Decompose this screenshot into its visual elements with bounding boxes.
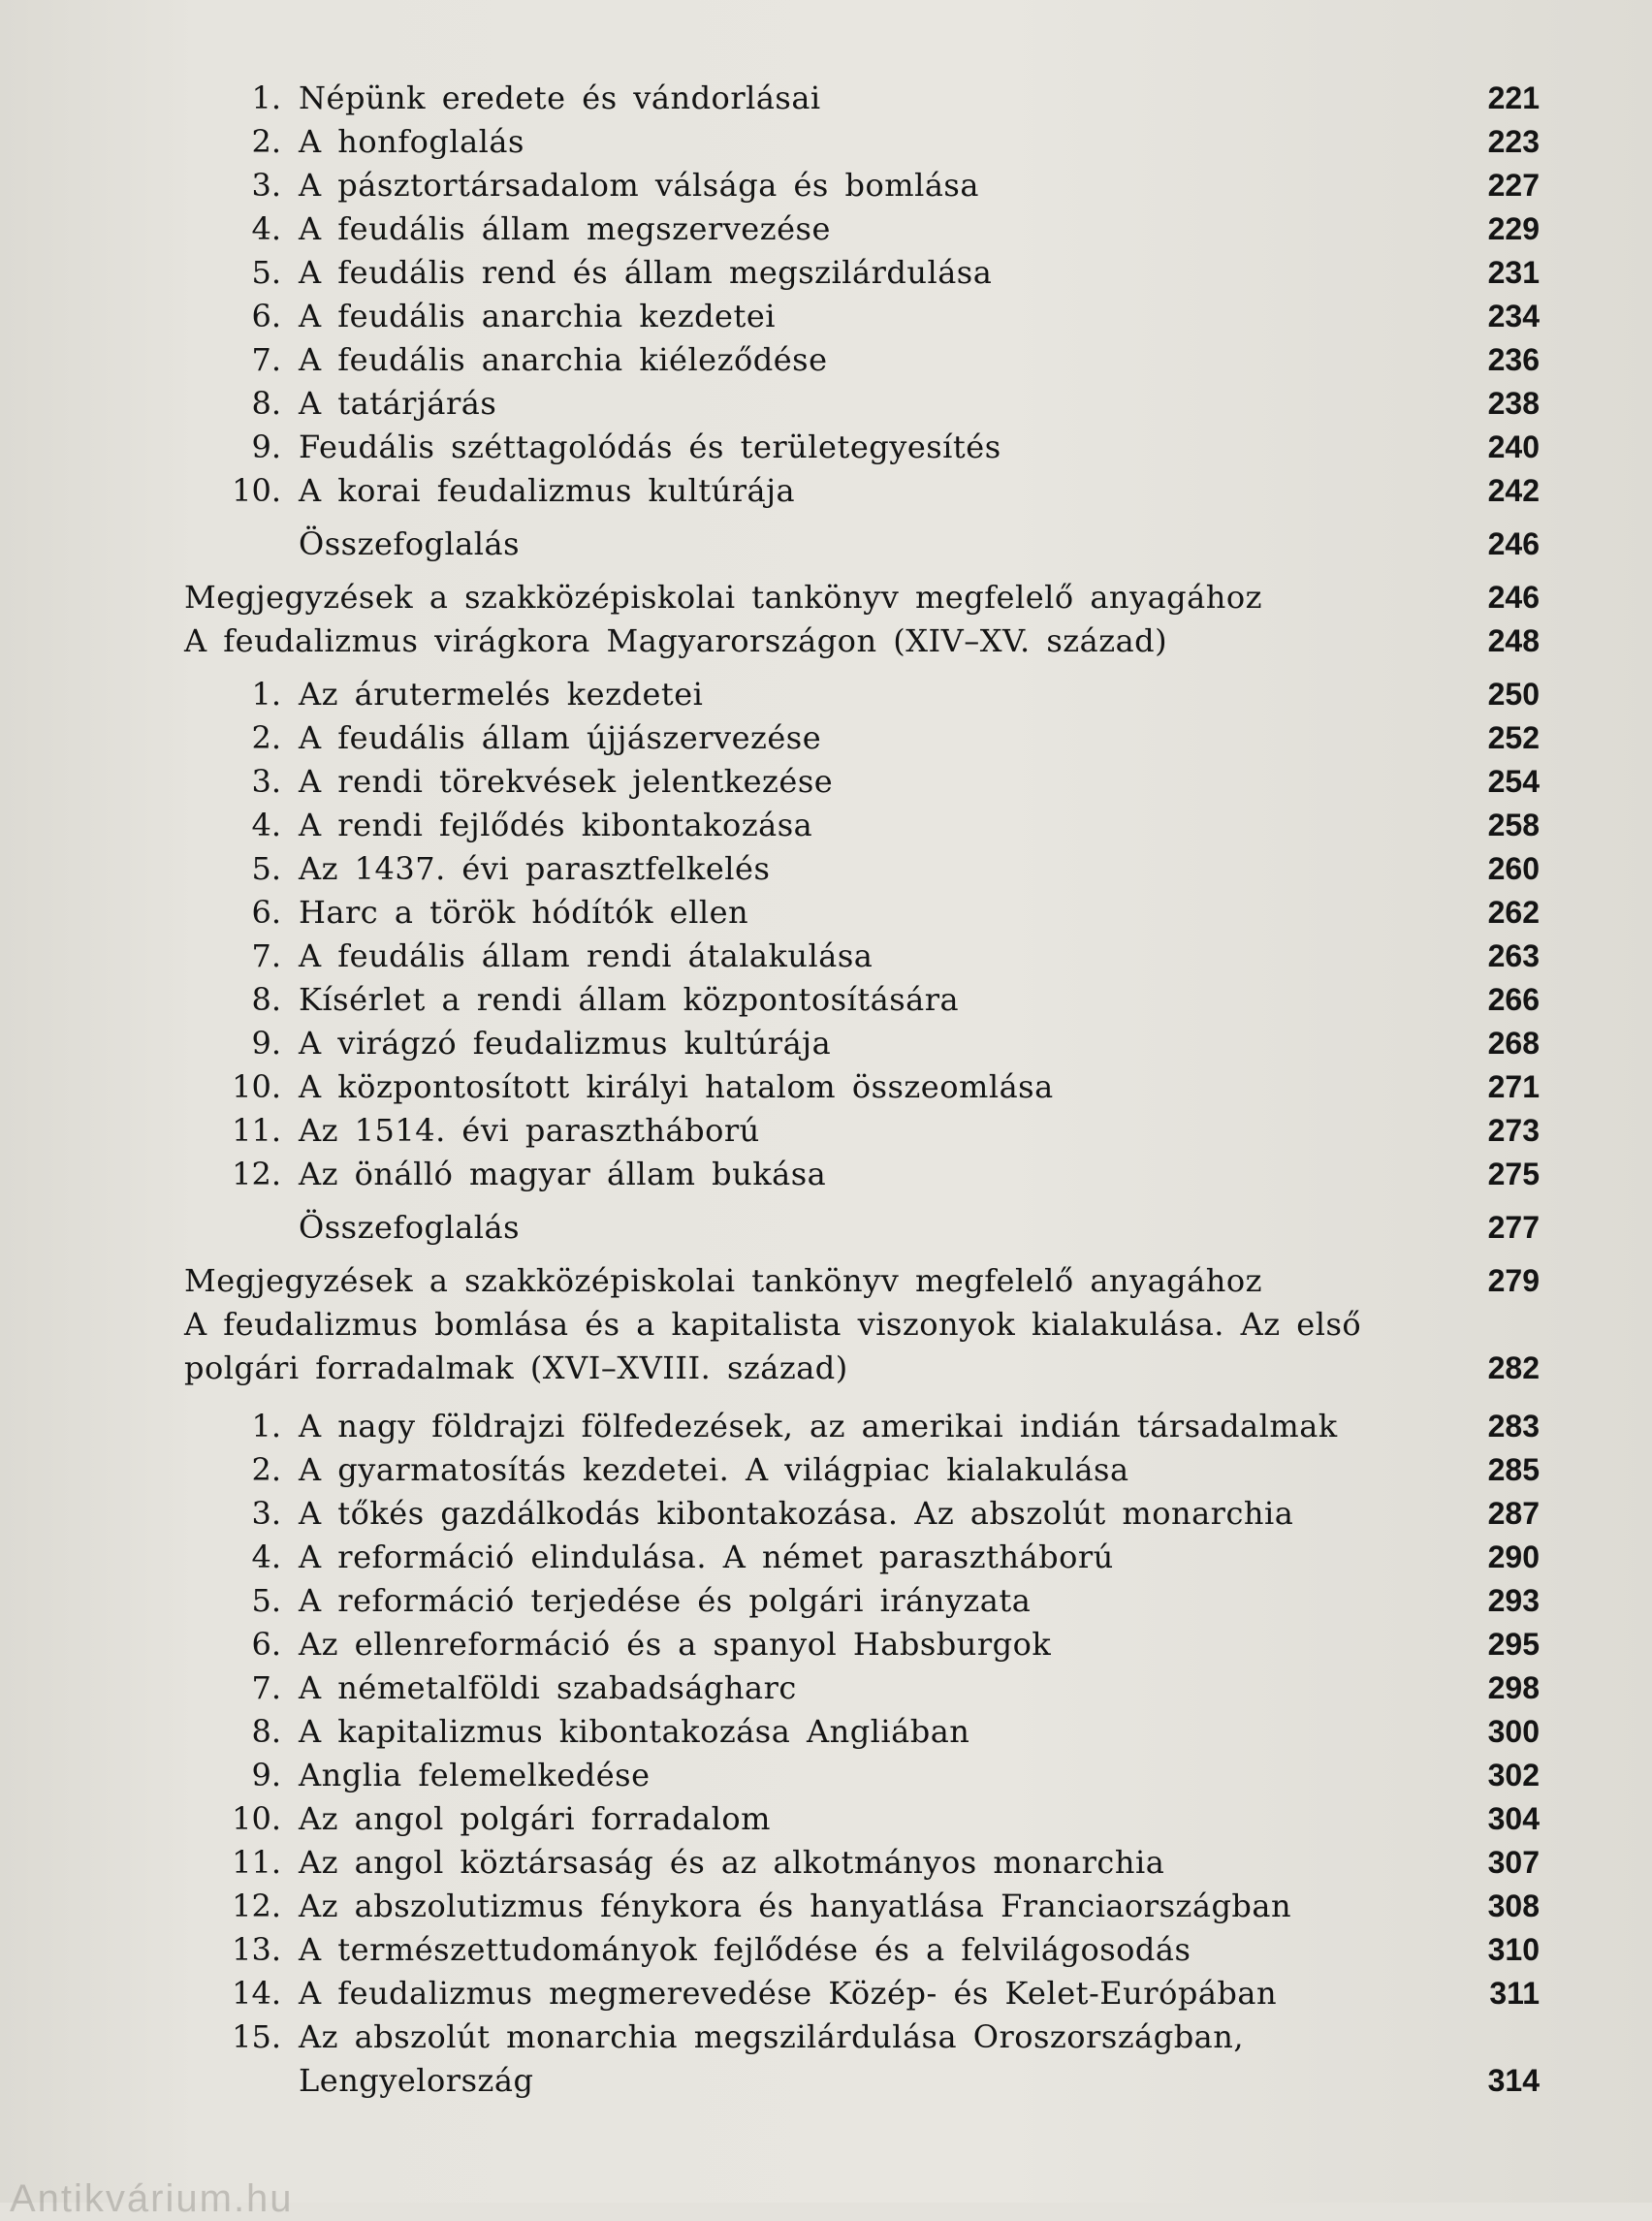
toc-entry bbox=[0, 1258, 1652, 1303]
toc-entry-page-number: 290 bbox=[1487, 1539, 1540, 1574]
toc-entry-title: A feudális rend és állam megszilárdulása bbox=[299, 254, 993, 291]
toc-entry-title: A feudális anarchia kiéleződése bbox=[299, 341, 828, 378]
toc-entry-title: A reformáció terjedése és polgári irányzata bbox=[299, 1582, 1032, 1619]
toc-entry-page-number: 271 bbox=[1487, 1069, 1540, 1104]
toc-entry-page-number: 254 bbox=[1487, 764, 1540, 799]
toc-entry-page-number: 229 bbox=[1487, 211, 1540, 246]
toc-entry-number: 4. bbox=[251, 1539, 281, 1575]
toc-entry bbox=[0, 1491, 1652, 1536]
toc-entry-title: A gyarmatosítás kezdetei. A világpiac kialakulása bbox=[299, 1451, 1129, 1488]
toc-entry-page-number: 263 bbox=[1487, 938, 1540, 973]
toc-entry-number: 11. bbox=[232, 1112, 281, 1149]
toc-entry-number: 1. bbox=[251, 79, 281, 116]
toc-entry-page-number: 282 bbox=[1487, 1350, 1540, 1385]
toc-entry-page-number: 279 bbox=[1487, 1263, 1540, 1298]
toc-entry bbox=[0, 1840, 1652, 1885]
toc-entry-number: 7. bbox=[251, 937, 281, 974]
toc-entry-number: 4. bbox=[251, 807, 281, 843]
toc-entry bbox=[0, 468, 1652, 513]
toc-entry-number: 12. bbox=[232, 1156, 281, 1192]
toc-entry-title: Kísérlet a rendi állam központosítására bbox=[299, 981, 960, 1018]
toc-entry-title: Feudális széttagolódás és területegyesítés bbox=[299, 428, 1001, 465]
toc-entry-number: 10. bbox=[232, 1800, 281, 1837]
toc-entry-number: 3. bbox=[251, 1495, 281, 1532]
toc-entry-title: A feudális anarchia kezdetei bbox=[299, 298, 777, 334]
toc-entry-page-number: 221 bbox=[1487, 80, 1540, 115]
toc-entry-title: polgári forradalmak (XVI–XVIII. század) bbox=[184, 1349, 848, 1386]
toc-entry-title: Lengyelország bbox=[299, 2062, 534, 2099]
toc-entry bbox=[0, 672, 1652, 716]
toc-entry bbox=[0, 575, 1652, 619]
toc-entry bbox=[0, 1447, 1652, 1492]
toc-entry-page-number: 304 bbox=[1487, 1801, 1540, 1836]
toc-entry-number: 8. bbox=[251, 1713, 281, 1750]
toc-entry bbox=[0, 337, 1652, 382]
toc-entry-number: 11. bbox=[232, 1844, 281, 1881]
toc-entry-title: Összefoglalás bbox=[299, 1209, 521, 1246]
toc-entry-title: A nagy földrajzi fölfedezések, az amerikai indián társadalmak bbox=[299, 1408, 1338, 1444]
toc-entry-page-number: 273 bbox=[1487, 1113, 1540, 1148]
watermark: Antikvárium.hu bbox=[10, 2177, 294, 2220]
toc-entry bbox=[0, 846, 1652, 891]
toc-entry bbox=[0, 163, 1652, 207]
toc-entry bbox=[0, 977, 1652, 1022]
toc-entry bbox=[0, 206, 1652, 251]
toc-entry-title: Az ellenreformáció és a spanyol Habsburgok bbox=[299, 1626, 1052, 1663]
toc-entry-title: A feudalizmus bomlása és a kapitalista viszonyok kialakulása. Az első bbox=[184, 1306, 1362, 1343]
toc-entry-title: Az angol polgári forradalom bbox=[299, 1800, 771, 1837]
toc-entry bbox=[0, 619, 1652, 663]
toc-entry-page-number: 231 bbox=[1487, 255, 1540, 290]
toc-entry-number: 7. bbox=[251, 341, 281, 378]
toc-entry-number: 15. bbox=[232, 2018, 281, 2055]
toc-entry bbox=[0, 1971, 1652, 2015]
toc-entry-number: 10. bbox=[232, 472, 281, 509]
toc-entry bbox=[0, 1152, 1652, 1196]
toc-entry bbox=[0, 1404, 1652, 1448]
toc-entry bbox=[0, 294, 1652, 338]
toc-entry bbox=[0, 890, 1652, 935]
toc-entry bbox=[0, 1205, 1652, 1250]
toc-entry-number: 2. bbox=[251, 1451, 281, 1488]
toc-entry bbox=[0, 1021, 1652, 1065]
toc-entry bbox=[0, 76, 1652, 120]
toc-entry-title: A korai feudalizmus kultúrája bbox=[299, 472, 796, 509]
toc-entry-title: Az abszolút monarchia megszilárdulása Oroszországban, bbox=[299, 2018, 1245, 2055]
toc-entry-number: 2. bbox=[251, 123, 281, 160]
toc-entry-page-number: 311 bbox=[1489, 1976, 1540, 2011]
toc-entry-title: Az abszolutizmus fénykora és hanyatlása Franciaországban bbox=[299, 1888, 1292, 1924]
toc-entry-page-number: 293 bbox=[1487, 1583, 1540, 1618]
toc-entry-number: 9. bbox=[251, 428, 281, 465]
toc-entry-title: Az angol köztársaság és az alkotmányos monarchia bbox=[299, 1844, 1165, 1881]
toc-entry-number: 4. bbox=[251, 210, 281, 247]
toc-entry-title: A feudális állam megszervezése bbox=[299, 210, 831, 247]
toc-entry-page-number: 295 bbox=[1487, 1627, 1540, 1662]
toc-entry bbox=[0, 2058, 1652, 2103]
toc-entry-number: 6. bbox=[251, 298, 281, 334]
toc-entry-page-number: 262 bbox=[1487, 895, 1540, 930]
toc-entry-page-number: 298 bbox=[1487, 1670, 1540, 1705]
toc-entry-title: A reformáció elindulása. A német parasztháború bbox=[299, 1539, 1114, 1575]
toc-entry-page-number: 268 bbox=[1487, 1026, 1540, 1061]
toc-entry-title: Az 1514. évi parasztháború bbox=[299, 1112, 760, 1149]
toc-entry-page-number: 252 bbox=[1487, 720, 1540, 755]
toc-entry-page-number: 223 bbox=[1487, 124, 1540, 159]
toc-entry-title: A feudális állam rendi átalakulása bbox=[299, 937, 874, 974]
toc-entry bbox=[0, 250, 1652, 295]
toc-entry-page-number: 240 bbox=[1487, 429, 1540, 464]
toc-entry-number: 2. bbox=[251, 719, 281, 756]
toc-entry-title: Összefoglalás bbox=[299, 525, 521, 562]
toc-entry-title: Népünk eredete és vándorlásai bbox=[299, 79, 821, 116]
toc-entry-number: 3. bbox=[251, 167, 281, 204]
toc-entry-number: 3. bbox=[251, 763, 281, 800]
toc-entry-number: 12. bbox=[232, 1888, 281, 1924]
toc-entry-title: Megjegyzések a szakközépiskolai tankönyv megfelelő anyagához bbox=[184, 579, 1262, 616]
toc-entry-page-number: 238 bbox=[1487, 386, 1540, 421]
toc-entry-page-number: 310 bbox=[1487, 1932, 1540, 1967]
toc-entry-page-number: 242 bbox=[1487, 473, 1540, 508]
toc-entry-page-number: 260 bbox=[1487, 851, 1540, 886]
toc-entry-title: A feudális állam újjászervezése bbox=[299, 719, 822, 756]
toc-entry-page-number: 234 bbox=[1487, 299, 1540, 333]
toc-entry bbox=[0, 425, 1652, 469]
toc-entry-page-number: 283 bbox=[1487, 1409, 1540, 1444]
toc-entry bbox=[0, 1927, 1652, 1972]
toc-entry-title: A virágzó feudalizmus kultúrája bbox=[299, 1025, 832, 1062]
toc-entry-page-number: 248 bbox=[1487, 623, 1540, 658]
toc-entry-number: 14. bbox=[232, 1975, 281, 2012]
toc-entry-page-number: 258 bbox=[1487, 808, 1540, 842]
toc-entry bbox=[0, 1753, 1652, 1797]
toc-entry bbox=[0, 1578, 1652, 1623]
toc-entry bbox=[0, 1535, 1652, 1579]
toc-entry-title: A kapitalizmus kibontakozása Angliában bbox=[299, 1713, 970, 1750]
toc-entry bbox=[0, 1884, 1652, 1928]
toc-entry bbox=[0, 934, 1652, 978]
toc-entry-title: Anglia felemelkedése bbox=[299, 1757, 651, 1793]
toc-entry-number: 5. bbox=[251, 850, 281, 887]
toc-entry-number: 9. bbox=[251, 1025, 281, 1062]
toc-entry-number: 9. bbox=[251, 1757, 281, 1793]
toc-entry-number: 5. bbox=[251, 1582, 281, 1619]
toc-entry-page-number: 308 bbox=[1487, 1888, 1540, 1923]
toc-entry-number: 8. bbox=[251, 981, 281, 1018]
toc-entry-page-number: 236 bbox=[1487, 342, 1540, 377]
toc-entry-page-number: 227 bbox=[1487, 168, 1540, 203]
toc-entry bbox=[0, 522, 1652, 566]
toc-entry-title: A központosított királyi hatalom összeomlása bbox=[299, 1068, 1054, 1105]
toc-entry bbox=[0, 1709, 1652, 1754]
toc-entry-page-number: 246 bbox=[1487, 526, 1540, 561]
toc-entry-page-number: 246 bbox=[1487, 580, 1540, 615]
toc-entry-page-number: 314 bbox=[1487, 2063, 1540, 2098]
toc-entry-page-number: 266 bbox=[1487, 982, 1540, 1017]
toc-entry-number: 1. bbox=[251, 676, 281, 713]
toc-entry-page-number: 277 bbox=[1487, 1210, 1540, 1245]
toc-entry bbox=[0, 1346, 1652, 1390]
toc-entry-title: A rendi fejlődés kibontakozása bbox=[299, 807, 813, 843]
toc-entry-title: A tőkés gazdálkodás kibontakozása. Az abszolút monarchia bbox=[299, 1495, 1294, 1532]
toc-entry bbox=[0, 381, 1652, 426]
toc-entry-title: A természettudományok fejlődése és a felvilágosodás bbox=[299, 1931, 1191, 1968]
toc-entry-title: A feudalizmus virágkora Magyarországon (XIV–XV. század) bbox=[184, 622, 1168, 659]
toc-entry bbox=[0, 1796, 1652, 1841]
toc-entry bbox=[0, 759, 1652, 804]
toc-entry-number: 5. bbox=[251, 254, 281, 291]
toc-entry bbox=[0, 1666, 1652, 1710]
toc-entry-title: Megjegyzések a szakközépiskolai tankönyv megfelelő anyagához bbox=[184, 1262, 1262, 1299]
toc-entry-number: 7. bbox=[251, 1669, 281, 1706]
toc-entry-number: 8. bbox=[251, 385, 281, 422]
toc-entry bbox=[0, 1108, 1652, 1153]
toc-entry bbox=[0, 119, 1652, 164]
toc-entry-title: A pásztortársadalom válsága és bomlása bbox=[299, 167, 979, 204]
toc-entry-title: A honfoglalás bbox=[299, 123, 524, 160]
toc-entry-number: 6. bbox=[251, 894, 281, 931]
toc-entry-page-number: 250 bbox=[1487, 677, 1540, 712]
toc-entry bbox=[0, 803, 1652, 847]
toc-entry-page-number: 307 bbox=[1487, 1845, 1540, 1880]
toc-entry-title: A feudalizmus megmerevedése Közép- és Kelet-Európában bbox=[299, 1975, 1278, 2012]
toc-entry bbox=[0, 1302, 1652, 1347]
toc-entry-title: A németalföldi szabadságharc bbox=[299, 1669, 797, 1706]
toc-entry-title: A tatárjárás bbox=[299, 385, 497, 422]
toc-entry-page-number: 275 bbox=[1487, 1157, 1540, 1191]
toc-entry-page-number: 302 bbox=[1487, 1758, 1540, 1793]
toc-entry-number: 1. bbox=[251, 1408, 281, 1444]
toc-entry-page-number: 300 bbox=[1487, 1714, 1540, 1749]
toc-entry-number: 6. bbox=[251, 1626, 281, 1663]
toc-entry-title: Az árutermelés kezdetei bbox=[299, 676, 704, 713]
toc-entry bbox=[0, 2015, 1652, 2059]
toc-entry bbox=[0, 1622, 1652, 1666]
toc-entry-number: 10. bbox=[232, 1068, 281, 1105]
toc-entry bbox=[0, 1064, 1652, 1109]
toc-entry-page-number: 287 bbox=[1487, 1496, 1540, 1531]
toc-entry-title: Harc a török hódítók ellen bbox=[299, 894, 749, 931]
toc-entry-number: 13. bbox=[232, 1931, 281, 1968]
toc-entry-page-number: 285 bbox=[1487, 1452, 1540, 1487]
toc-entry-title: A rendi törekvések jelentkezése bbox=[299, 763, 834, 800]
toc-entry bbox=[0, 715, 1652, 760]
toc-entry-title: Az önálló magyar állam bukása bbox=[299, 1156, 827, 1192]
toc-entry-title: Az 1437. évi parasztfelkelés bbox=[299, 850, 771, 887]
